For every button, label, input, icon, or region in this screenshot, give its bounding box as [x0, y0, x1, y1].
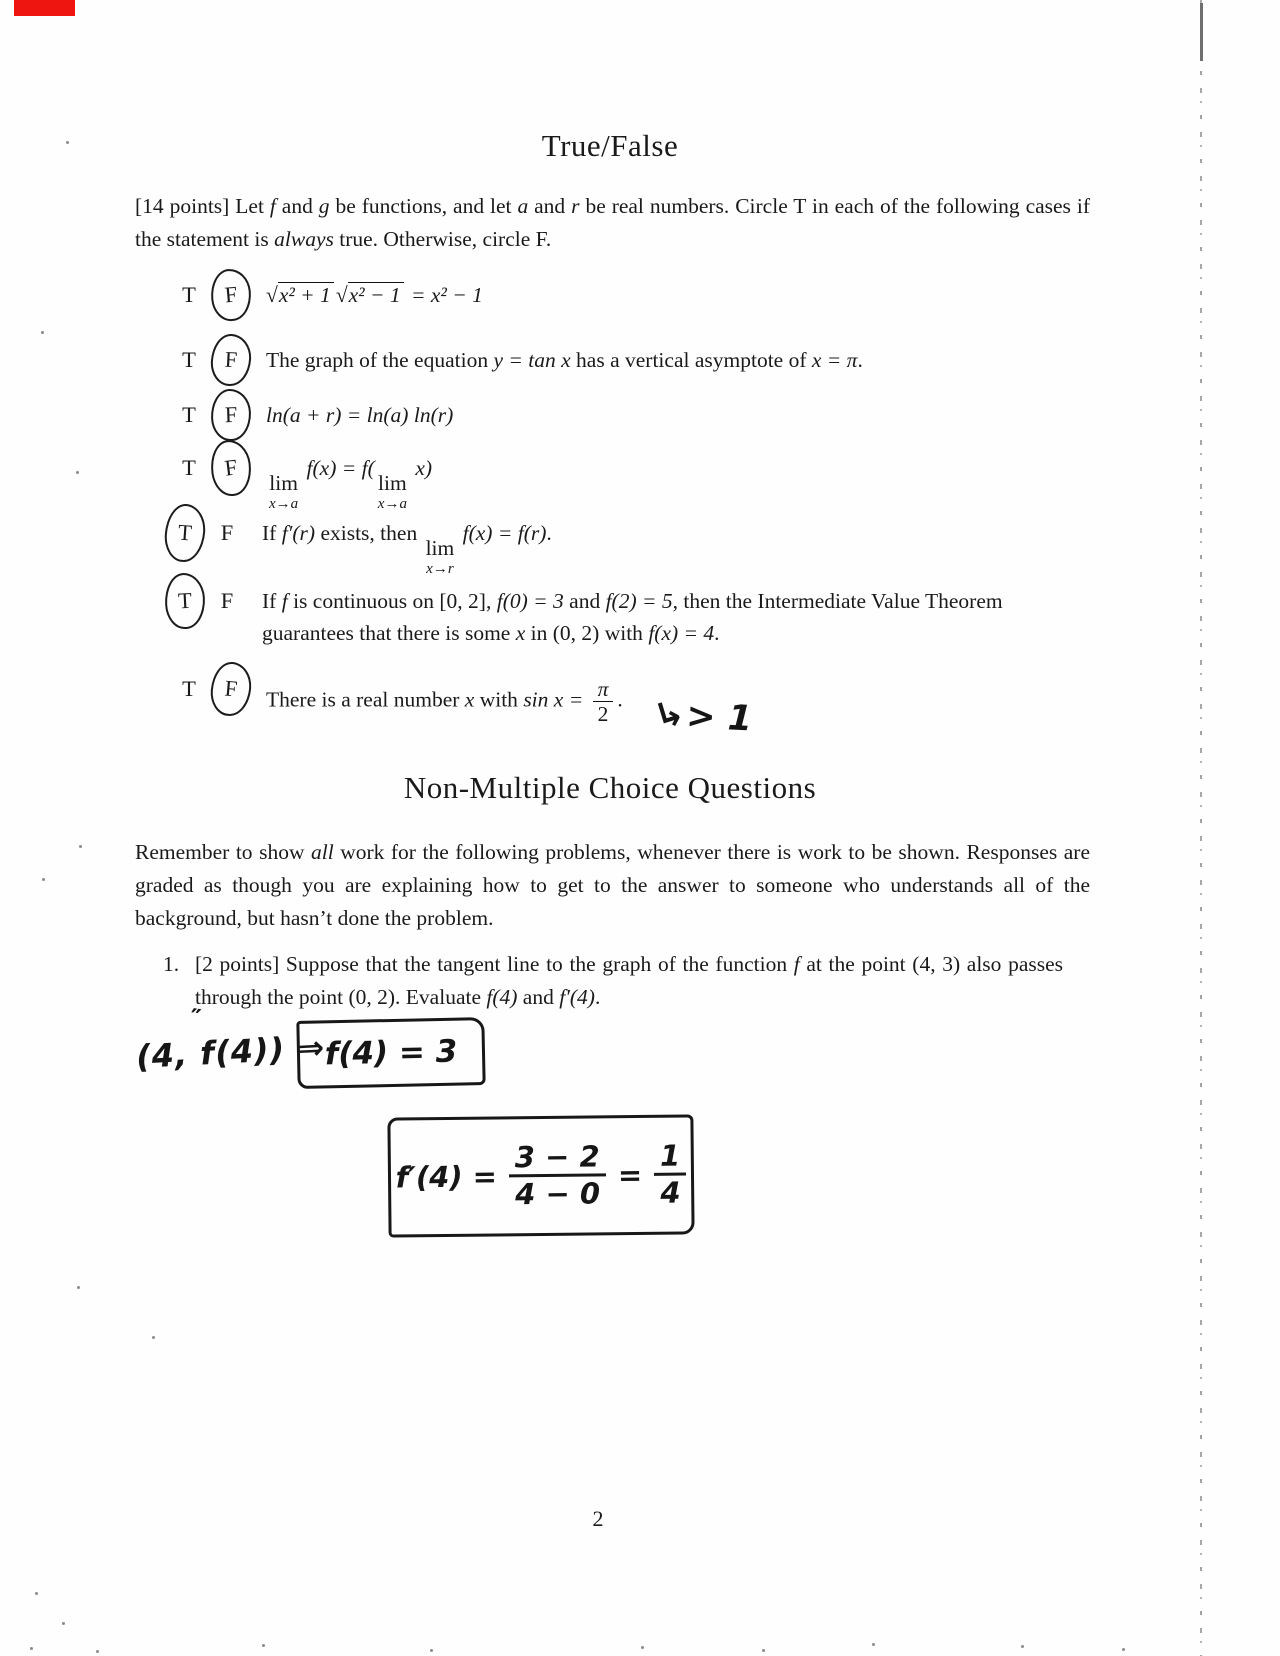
choice-T: T — [182, 455, 196, 480]
choice-slot — [168, 335, 210, 385]
question-number: 1. — [163, 952, 180, 976]
noise-dot — [762, 1649, 765, 1652]
limit-notation: lim x→r — [425, 536, 455, 577]
choice-slot — [210, 390, 252, 440]
noise-dot — [42, 878, 45, 881]
choice-slot — [206, 576, 248, 626]
tf-statement: If f is continuous on [0, 2], f(0) = 3 and f(2) = 5, then the Intermediate Value Theorem guarantees that there is some x in (0, 2) with f(x) = 4. — [262, 589, 1003, 645]
result-fraction — [654, 1140, 687, 1209]
scan-edge-dashed-line — [1200, 0, 1202, 1656]
fraction-denominator: 4 − 0 — [509, 1173, 606, 1211]
tf-item-3 — [168, 390, 1088, 440]
tf-item-6 — [164, 576, 1084, 649]
noise-dot — [30, 1647, 33, 1650]
equals-sign: = — [617, 1157, 643, 1193]
choice-T: T — [182, 282, 196, 307]
noise-dot — [152, 1336, 155, 1339]
slope-fraction — [509, 1138, 607, 1211]
choice-slot — [168, 390, 210, 440]
handwritten-answer-box-2 — [387, 1114, 694, 1237]
handwritten-answer-box-1 — [296, 1017, 485, 1089]
tf-item-5 — [164, 508, 1084, 577]
noise-dot — [66, 141, 69, 144]
handwritten-implication: (4, f(4)) ⇒ — [135, 1028, 327, 1076]
choice-F-circled: F — [209, 267, 253, 322]
tf-statement: The graph of the equation y = tan x has a vertical asymptote of x = π. — [266, 348, 863, 372]
noise-dot — [1021, 1645, 1024, 1648]
page-number: 2 — [592, 1506, 604, 1531]
choice-F: F — [220, 588, 234, 613]
choice-slot — [210, 270, 252, 320]
noise-dot — [1122, 1648, 1125, 1651]
fraction-denominator: 4 — [654, 1172, 687, 1209]
choice-F-circled: F — [209, 660, 254, 717]
choice-T: T — [182, 402, 196, 427]
noise-dot — [872, 1643, 875, 1646]
noise-dot — [77, 1286, 80, 1289]
choice-slot — [168, 443, 210, 493]
noise-dot — [41, 331, 44, 334]
squiggle-mark: ↳ — [649, 691, 690, 739]
answer-f4: f(4) = 3 — [324, 1033, 458, 1073]
tf-statement: If f′(r) exists, then lim x→r f(x) = f(r). — [262, 521, 552, 577]
red-highlight-mark — [14, 0, 75, 16]
limit-notation: lim x→a — [377, 471, 407, 512]
noise-dot — [96, 1650, 99, 1653]
noise-dot — [430, 1649, 433, 1652]
choice-slot — [210, 335, 252, 385]
choice-F-circled: F — [208, 438, 255, 498]
section-title-non-multiple-choice: Non-Multiple Choice Questions — [403, 770, 817, 805]
question-1 — [163, 948, 1068, 1014]
choice-F: F — [220, 520, 234, 545]
handwritten-note-gt-one — [649, 691, 754, 740]
choice-slot — [164, 508, 206, 558]
choice-T: T — [182, 347, 196, 372]
choice-slot — [206, 508, 248, 558]
handwritten-prime-mark: ″ — [188, 1003, 203, 1033]
answer-fprime4-lhs: f′(4) = — [395, 1159, 498, 1195]
limit-notation: lim x→a — [269, 471, 299, 512]
radical: √x² + 1 — [266, 283, 334, 307]
choice-slot — [210, 664, 252, 714]
choice-slot — [164, 576, 206, 626]
tf-item-4 — [168, 443, 1088, 512]
choice-slot — [210, 443, 252, 493]
tf-statement: ln(a + r) = ln(a) ln(r) — [266, 403, 454, 427]
noise-dot — [262, 1644, 265, 1647]
choice-slot — [168, 270, 210, 320]
fraction: $\frac{\pi}{2}$ — [593, 678, 614, 725]
note-text: > 1 — [685, 696, 754, 740]
section-title-true-false: True/False — [541, 128, 679, 163]
nmc-instructions: Remember to show all work for the following problems, whenever there is work to be shown. Responses are graded as though you are explaining how to get to the answer to someone who understands all of the background, but hasn’t done the problem. — [135, 840, 1090, 930]
noise-dot — [76, 471, 79, 474]
noise-dot — [641, 1646, 644, 1649]
choice-T-circled: T — [164, 572, 207, 630]
tf-item-1 — [168, 270, 1088, 320]
choice-T: T — [182, 676, 196, 701]
radical: √x² − 1 — [336, 283, 404, 307]
tf-item-7 — [168, 664, 1088, 725]
tf-item-2 — [168, 335, 1088, 385]
fraction-numerator: 1 — [659, 1138, 681, 1173]
scan-edge-dark-segment — [1200, 3, 1203, 61]
tf-instructions: [14 points] Let f and g be functions, and let a and r be real numbers. Circle T in each of the following cases if the statement is always true. Otherwise, circle F. — [135, 194, 1091, 251]
tf-statement: lim x→a f(x) = f( lim x→a x) — [269, 456, 433, 512]
choice-F-circled: F — [210, 333, 253, 387]
tf-statement: There is a real number x with sin x = $\frac{\pi}{2}$ . — [266, 677, 623, 726]
noise-dot — [79, 845, 82, 848]
choice-slot — [168, 664, 210, 714]
noise-dot — [62, 1622, 65, 1625]
fraction-numerator: 3 − 2 — [514, 1138, 600, 1174]
tf-statement: √x² + 1 √x² − 1 = x² − 1 — [266, 283, 483, 307]
choice-F-circled: F — [210, 388, 252, 441]
choice-T-circled: T — [163, 503, 207, 564]
noise-dot — [35, 1592, 38, 1595]
question-text: [2 points] Suppose that the tangent line to the graph of the function f at the point (4, 3) also passes through the point (0, 2). Evaluate f(4) and f′(4). — [195, 952, 1064, 1009]
